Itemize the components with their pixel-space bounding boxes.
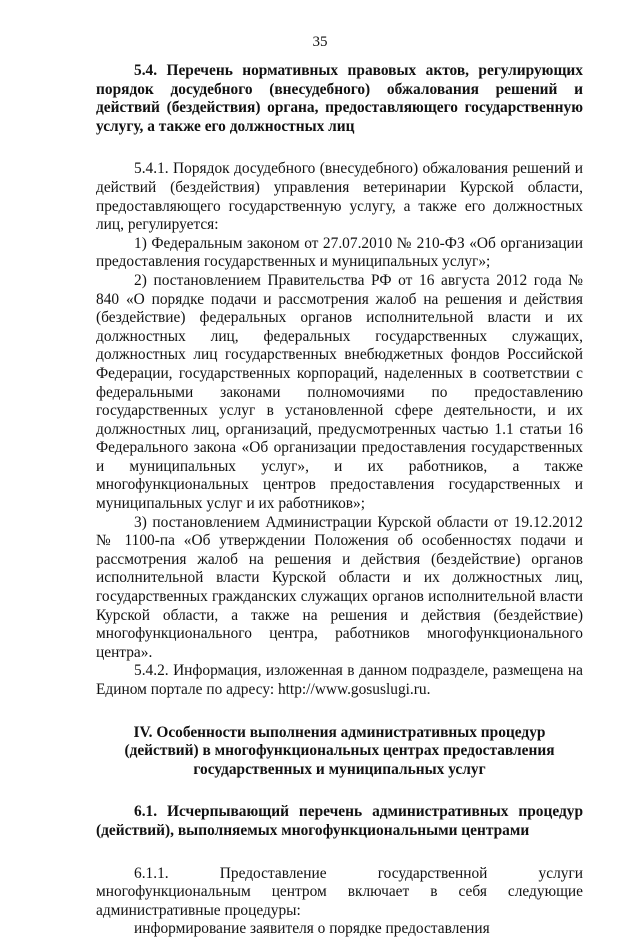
list-item-3: 3) постановлением Администрации Курской области от 19.12.2012 № 1100-па «Об утверждении Положения об особенностях подачи и рассмотрения жалоб на решения и действия (бездействие) органов исполнительной власти Курской области и их должностных лиц, государственных гражданских служащих органов исполнительной власти Курской области, а также на решения и действия (бездействие) многофункционального центра, работников многофункционального центра». bbox=[96, 513, 583, 661]
section-IV-heading: IV. Особенности выполнения административных процедур (действий) в многофункциональных центрах предоставления государственных и муниципальных услуг bbox=[124, 723, 555, 778]
section-5-4-heading: 5.4. Перечень нормативных правовых актов, регулирующих порядок досудебного (внесудебного) обжалования решений и действий (бездействия) органа, предоставляющего государственную услугу, а также его должностных лиц bbox=[96, 62, 583, 135]
page-number: 35 bbox=[312, 34, 328, 50]
list-item-2: 2) постановлением Правительства РФ от 16 августа 2012 года № 840 «О порядке подачи и рассмотрения жалоб на решения и действия (бездействие) федеральных органов исполнительной власти и их должностных лиц, федеральных государственных служащих, должностных лиц государственных внебюджетных фондов Российской Федерации, государственных корпораций, наделенных в соответствии с федеральными законами полномочиями по предоставлению государственных услуг в установленной сфере деятельности, и их должностных лиц, организаций, предусмотренных частью 1.1 статьи 16 Федерального закона «Об организации предоставления государственных и муниципальных услуг», и их работников, а также многофункциональных центров предоставления государственных и муниципальных услуг и их работников»; bbox=[96, 271, 583, 513]
paragraph-5-4-2: 5.4.2. Информация, изложенная в данном подразделе, размещена на Едином портале по адресу: http://www.gosuslugi.ru. bbox=[96, 662, 583, 698]
paragraph-6-1-1: 6.1.1. Предоставление государственной услуги многофункциональным центром включает в себя следующие административные процедуры: bbox=[96, 864, 583, 919]
list-item-1: 1) Федеральным законом от 27.07.2010 № 210-ФЗ «Об организации предоставления государственных и муниципальных услуг»; bbox=[96, 234, 583, 271]
paragraph-last: информирование заявителя о порядке предоставления bbox=[134, 920, 490, 938]
page-content bbox=[96, 62, 583, 939]
section-6-1-heading: 6.1. Исчерпывающий перечень административных процедур (действий), выполняемых многофункциональными центрами bbox=[96, 803, 583, 839]
paragraph-5-4-1: 5.4.1. Порядок досудебного (внесудебного) обжалования решений и действий (бездействия) управления ветеринарии Курской области, предоставляющего государственную услугу, а также его должностных лиц, регулируется: bbox=[96, 160, 583, 234]
